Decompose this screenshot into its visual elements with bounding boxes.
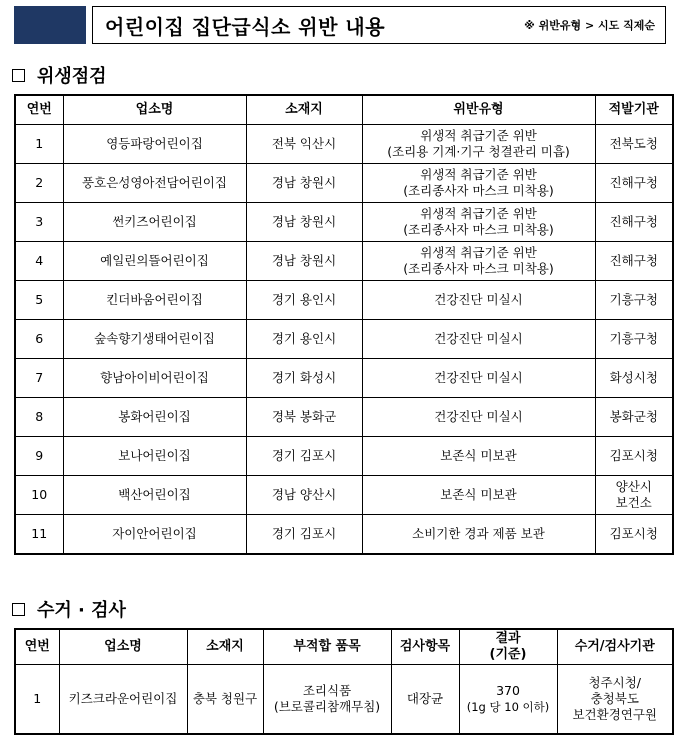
facility-name: 봉화어린이집 bbox=[63, 398, 246, 437]
table-header-row bbox=[15, 95, 673, 125]
checkbox-icon bbox=[12, 603, 25, 616]
violation-line: 건강진단 미실시 bbox=[434, 292, 523, 307]
header-cell bbox=[459, 629, 557, 665]
violation-line: 위생적 취급기준 위반 bbox=[420, 245, 537, 260]
location: 경기 용인시 bbox=[246, 281, 362, 320]
table-row bbox=[15, 476, 673, 515]
row-number: 4 bbox=[15, 242, 63, 281]
testing-agency bbox=[557, 665, 673, 735]
agency-line: 봉화군청 bbox=[609, 409, 658, 424]
agency-line: 보건환경연구원 bbox=[572, 707, 658, 722]
header-cell: 연번 bbox=[15, 95, 63, 125]
violation-line: 위생적 취급기준 위반 bbox=[420, 128, 537, 143]
section2-heading bbox=[12, 596, 126, 622]
location: 경기 김포시 bbox=[246, 437, 362, 476]
checkbox-icon bbox=[12, 69, 25, 82]
violation-line: 보존식 미보관 bbox=[440, 487, 517, 502]
violation-type bbox=[362, 164, 595, 203]
header-result: 결과 bbox=[495, 631, 521, 646]
row-number: 7 bbox=[15, 359, 63, 398]
detecting-agency bbox=[595, 281, 673, 320]
row-number: 11 bbox=[15, 515, 63, 555]
location: 경남 양산시 bbox=[246, 476, 362, 515]
header-cell: 소재지 bbox=[246, 95, 362, 125]
table-row bbox=[15, 203, 673, 242]
sort-note: ※ 위반유형 > 시도 직제순 bbox=[524, 19, 655, 32]
header-cell: 연번 bbox=[15, 629, 59, 665]
violation-type bbox=[362, 203, 595, 242]
violation-type bbox=[362, 476, 595, 515]
table-row bbox=[15, 281, 673, 320]
test-result bbox=[459, 665, 557, 735]
row-number: 3 bbox=[15, 203, 63, 242]
sampling-table-body bbox=[15, 665, 673, 735]
facility-name: 자이안어린이집 bbox=[63, 515, 246, 555]
facility-name: 보나어린이집 bbox=[63, 437, 246, 476]
detecting-agency bbox=[595, 437, 673, 476]
row-number: 1 bbox=[15, 665, 59, 735]
detecting-agency bbox=[595, 398, 673, 437]
header-cell: 위반유형 bbox=[362, 95, 595, 125]
violation-detail: (조리종사자 마스크 미착용) bbox=[403, 222, 554, 237]
sampling-table bbox=[14, 628, 674, 735]
violation-line: 보존식 미보관 bbox=[440, 448, 517, 463]
detecting-agency bbox=[595, 125, 673, 164]
agency-line: 기흥구청 bbox=[609, 331, 658, 346]
header-cell: 적발기관 bbox=[595, 95, 673, 125]
facility-name: 향남아이비어린이집 bbox=[63, 359, 246, 398]
item-line: 조리식품 bbox=[302, 683, 352, 698]
location: 경기 화성시 bbox=[246, 359, 362, 398]
facility-name: 숲속향기생태어린이집 bbox=[63, 320, 246, 359]
table-row bbox=[15, 359, 673, 398]
row-number: 8 bbox=[15, 398, 63, 437]
agency-line: 김포시청 bbox=[609, 448, 658, 463]
violation-type bbox=[362, 281, 595, 320]
table-row bbox=[15, 665, 673, 735]
violation-type bbox=[362, 398, 595, 437]
violation-line: 건강진단 미실시 bbox=[434, 370, 523, 385]
location: 전북 익산시 bbox=[246, 125, 362, 164]
violation-type bbox=[362, 437, 595, 476]
agency-line: 기흥구청 bbox=[609, 292, 658, 307]
violation-line: 건강진단 미실시 bbox=[434, 331, 523, 346]
header-cell: 업소명 bbox=[59, 629, 187, 665]
nonconforming-item bbox=[263, 665, 391, 735]
facility-name: 백산어린이집 bbox=[63, 476, 246, 515]
detecting-agency bbox=[595, 164, 673, 203]
violation-line: 위생적 취급기준 위반 bbox=[420, 167, 537, 182]
violation-type bbox=[362, 359, 595, 398]
facility-name: 예일린의뜰어린이집 bbox=[63, 242, 246, 281]
agency-line: 보건소 bbox=[615, 495, 652, 510]
agency-line: 진해구청 bbox=[609, 214, 658, 229]
header-cell: 소재지 bbox=[187, 629, 263, 665]
header-cell: 수거/검사기관 bbox=[557, 629, 673, 665]
location: 경북 봉화군 bbox=[246, 398, 362, 437]
table-row bbox=[15, 515, 673, 555]
page-title: 어린이집 집단급식소 위반 내용 bbox=[105, 14, 386, 39]
row-number: 10 bbox=[15, 476, 63, 515]
table-row bbox=[15, 398, 673, 437]
detecting-agency bbox=[595, 320, 673, 359]
header-cell: 검사항목 bbox=[391, 629, 459, 665]
title-accent-block bbox=[14, 6, 86, 44]
inspection-table-body bbox=[15, 125, 673, 555]
violation-type bbox=[362, 515, 595, 555]
location: 경남 창원시 bbox=[246, 203, 362, 242]
violation-line: 소비기한 경과 제품 보관 bbox=[412, 526, 545, 541]
item-detail: (브로콜리참깨무침) bbox=[273, 699, 381, 714]
violation-detail: (조리용 기계·기구 청결관리 미흡) bbox=[387, 144, 570, 159]
header-cell: 업소명 bbox=[63, 95, 246, 125]
table-row bbox=[15, 164, 673, 203]
section2-title: 수거 · 검사 bbox=[37, 600, 126, 621]
row-number: 1 bbox=[15, 125, 63, 164]
violation-line: 건강진단 미실시 bbox=[434, 409, 523, 424]
facility-name: 영등파랑어린이집 bbox=[63, 125, 246, 164]
agency-line: 김포시청 bbox=[609, 526, 658, 541]
location: 경남 창원시 bbox=[246, 164, 362, 203]
detecting-agency bbox=[595, 203, 673, 242]
detecting-agency bbox=[595, 242, 673, 281]
location: 경기 용인시 bbox=[246, 320, 362, 359]
agency-line: 전북도청 bbox=[609, 136, 658, 151]
row-number: 5 bbox=[15, 281, 63, 320]
violation-line: 위생적 취급기준 위반 bbox=[420, 206, 537, 221]
facility-name: 썬키즈어린이집 bbox=[63, 203, 246, 242]
facility-name: 킨더바움어린이집 bbox=[63, 281, 246, 320]
violation-type bbox=[362, 320, 595, 359]
violation-detail: (조리종사자 마스크 미착용) bbox=[403, 183, 554, 198]
table-row bbox=[15, 125, 673, 164]
row-number: 6 bbox=[15, 320, 63, 359]
facility-name: 키즈크라운어린이집 bbox=[59, 665, 187, 735]
agency-line: 화성시청 bbox=[609, 370, 658, 385]
table-row bbox=[15, 320, 673, 359]
agency-line: 진해구청 bbox=[609, 253, 658, 268]
row-number: 2 bbox=[15, 164, 63, 203]
row-number: 9 bbox=[15, 437, 63, 476]
table-header-row bbox=[15, 629, 673, 665]
result-value: 370 bbox=[496, 683, 520, 698]
header-cell: 부적합 품목 bbox=[263, 629, 391, 665]
test-item: 대장균 bbox=[391, 665, 459, 735]
agency-line: 진해구청 bbox=[609, 175, 658, 190]
location: 경남 창원시 bbox=[246, 242, 362, 281]
location: 경기 김포시 bbox=[246, 515, 362, 555]
agency-line: 양산시 bbox=[615, 479, 652, 494]
facility-name: 풍호은성영아전담어린이집 bbox=[63, 164, 246, 203]
agency-line: 충청북도 bbox=[590, 691, 639, 706]
table-row bbox=[15, 242, 673, 281]
detecting-agency bbox=[595, 476, 673, 515]
location: 충북 청원구 bbox=[187, 665, 263, 735]
violation-type bbox=[362, 125, 595, 164]
violation-type bbox=[362, 242, 595, 281]
section1-heading bbox=[12, 62, 107, 88]
agency-line: 청주시청/ bbox=[588, 675, 641, 690]
table-row bbox=[15, 437, 673, 476]
result-criteria: (1g 당 10 이하) bbox=[466, 700, 550, 714]
violation-detail: (조리종사자 마스크 미착용) bbox=[403, 261, 554, 276]
header-criteria: (기준) bbox=[489, 647, 527, 662]
inspection-table bbox=[14, 94, 674, 555]
section1-title: 위생점검 bbox=[37, 66, 107, 87]
detecting-agency bbox=[595, 359, 673, 398]
detecting-agency bbox=[595, 515, 673, 555]
title-box bbox=[92, 6, 666, 44]
